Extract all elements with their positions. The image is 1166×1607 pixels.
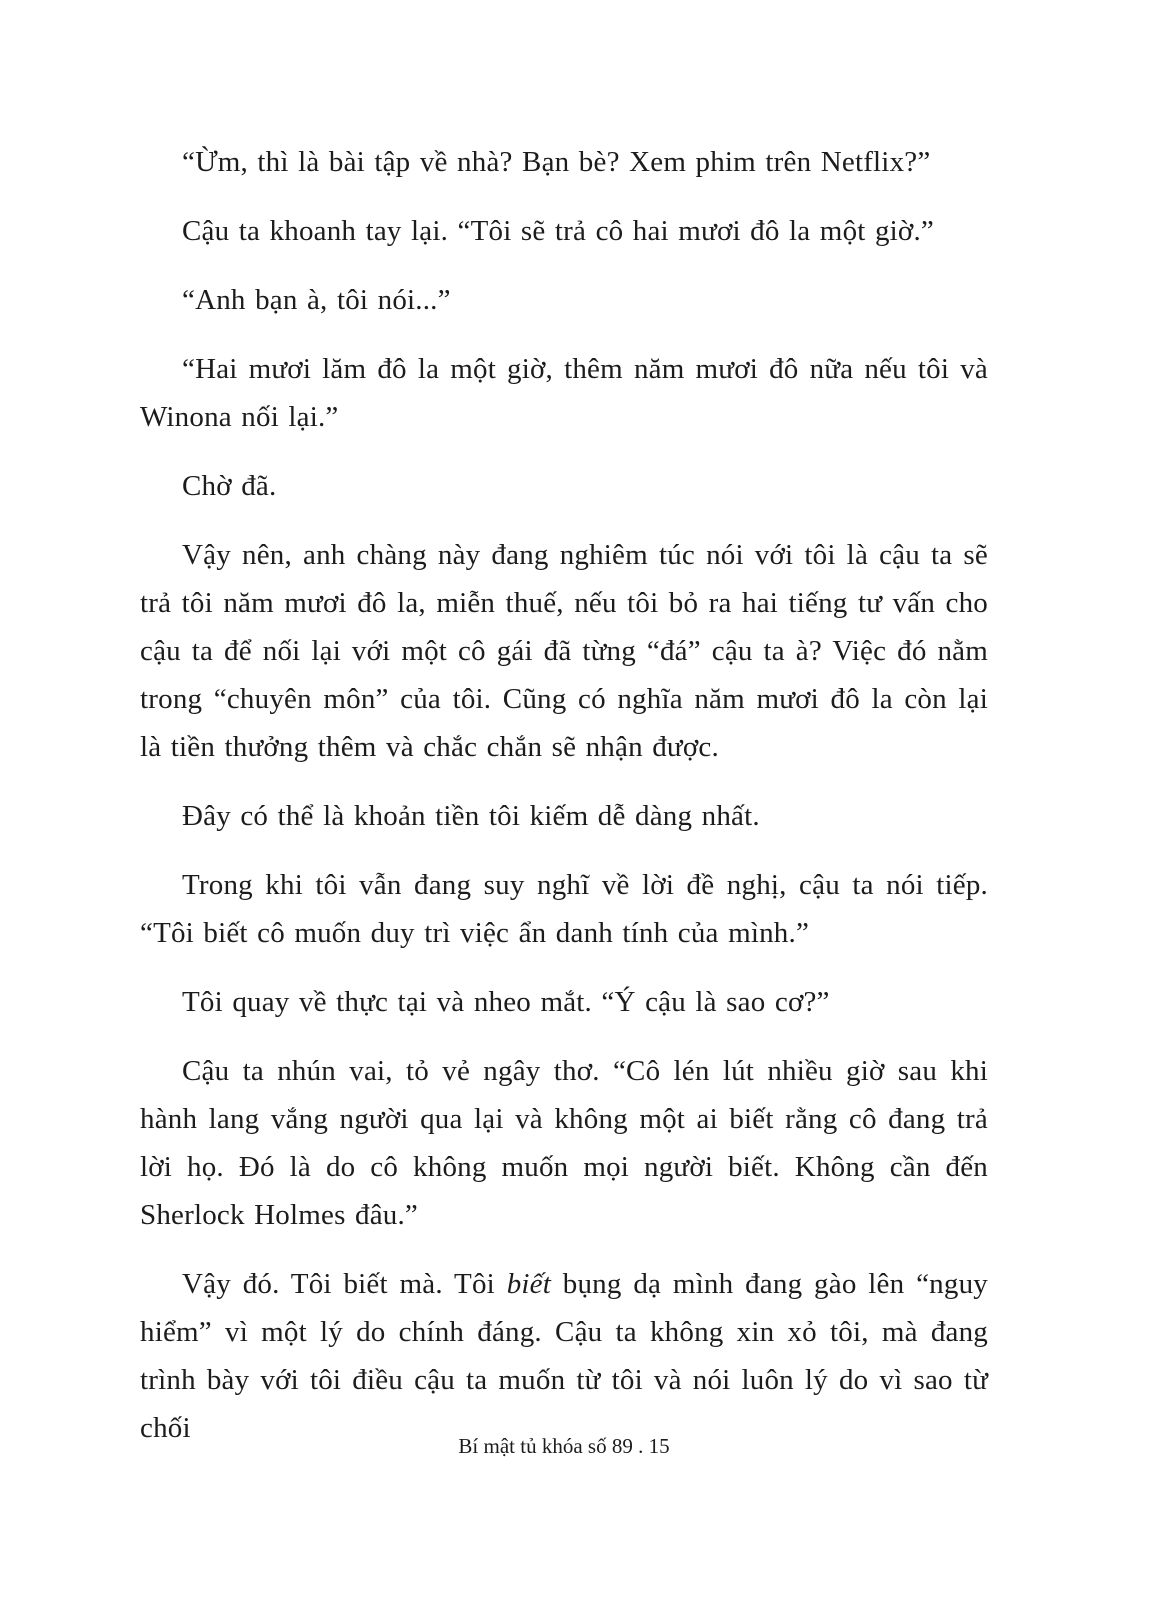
paragraph: Cậu ta khoanh tay lại. “Tôi sẽ trả cô hai mươi đô la một giờ.”: [182, 215, 934, 247]
body-text: [140, 138, 988, 1473]
paragraph: Đây có thể là khoản tiền tôi kiếm dễ dàng nhất.: [182, 800, 760, 832]
paragraph: Tôi quay về thực tại và nheo mắt. “Ý cậu là sao cơ?”: [182, 986, 830, 1018]
paragraph-text: Vậy đó. Tôi biết mà. Tôi: [182, 1268, 507, 1300]
paragraph: [140, 1260, 988, 1452]
paragraph: Cậu ta nhún vai, tỏ vẻ ngây thơ. “Cô lén lút nhiều giờ sau khi hành lang vắng người qua lại và không một ai biết rằng cô đang trả lời họ. Đó là do cô không muốn mọi người biết. Không cần đến Sherlock Holmes đâu.”: [140, 1055, 988, 1231]
paragraph: “Ừm, thì là bài tập về nhà? Bạn bè? Xem phim trên Netflix?”: [182, 146, 931, 178]
paragraph: “Anh bạn à, tôi nói...”: [182, 284, 451, 316]
paragraph-text: bụng dạ mình đang gào lên “nguy hiểm” vì một lý do chính đáng. Cậu ta không xin xỏ tôi, mà đang trình bày với tôi điều cậu ta muốn từ tôi và nói luôn lý do vì sao từ chối: [140, 1268, 988, 1444]
italic-word: biết: [506, 1268, 551, 1300]
paragraph: Chờ đã.: [182, 470, 277, 502]
paragraph: “Hai mươi lăm đô la một giờ, thêm năm mươi đô nữa nếu tôi và Winona nối lại.”: [140, 353, 988, 433]
page-footer: Bí mật tủ khóa số 89 . 15: [458, 1434, 670, 1458]
paragraph: Trong khi tôi vẫn đang suy nghĩ về lời đề nghị, cậu ta nói tiếp. “Tôi biết cô muốn duy trì việc ẩn danh tính của mình.”: [140, 869, 988, 949]
paragraph: Vậy nên, anh chàng này đang nghiêm túc nói với tôi là cậu ta sẽ trả tôi năm mươi đô la, miễn thuế, nếu tôi bỏ ra hai tiếng tư vấn cho cậu ta để nối lại với một cô gái đã từng “đá” cậu ta à? Việc đó nằm trong “chuyên môn” của tôi. Cũng có nghĩa năm mươi đô la còn lại là tiền thưởng thêm và chắc chắn sẽ nhận được.: [140, 539, 988, 763]
